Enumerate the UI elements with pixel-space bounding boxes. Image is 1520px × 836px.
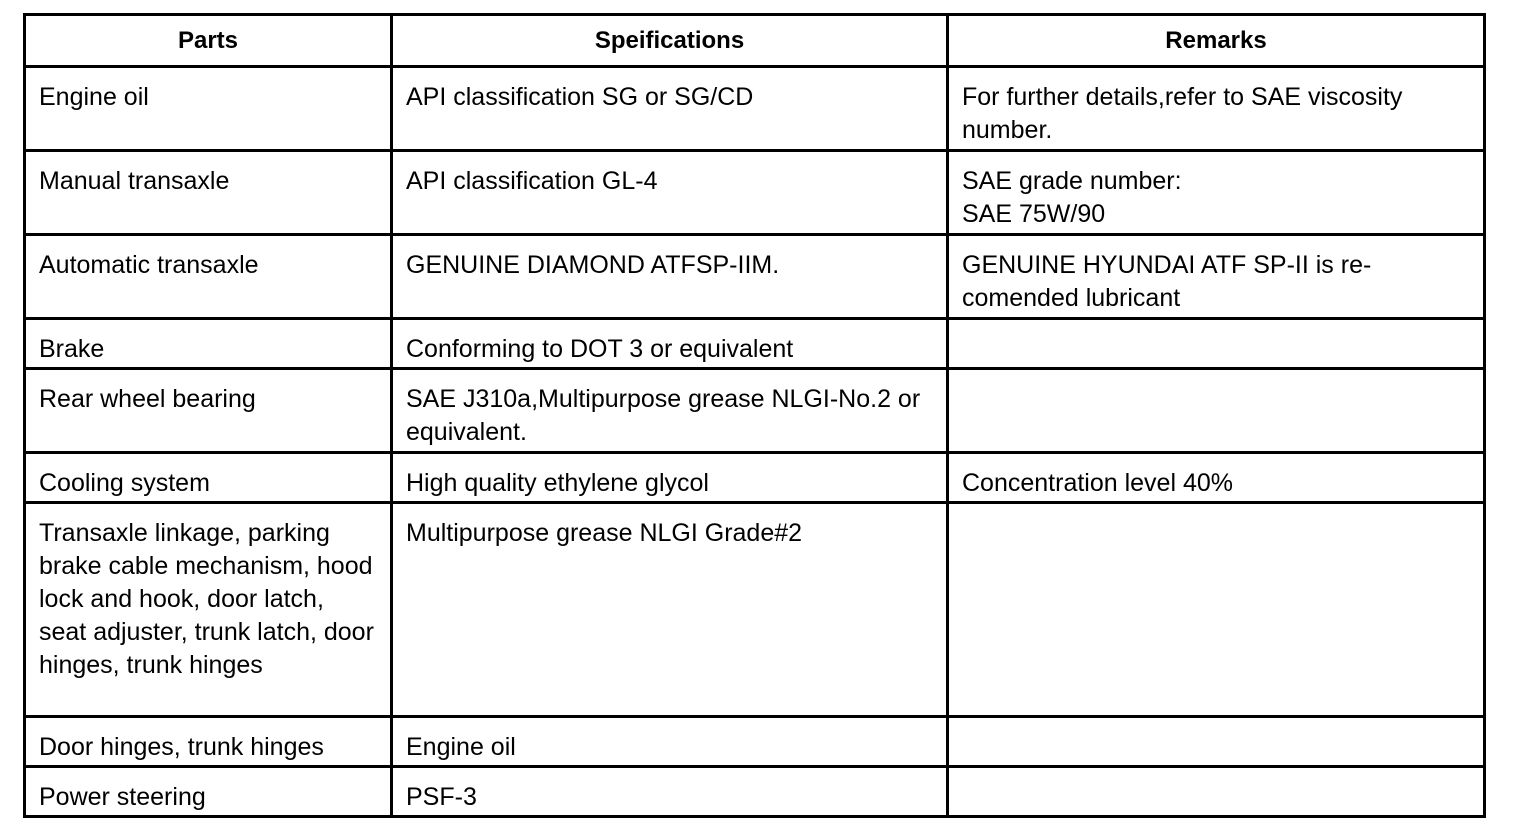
cell-parts: Rear wheel bearing [25,369,392,453]
table-row [25,67,1485,151]
column-header-parts: Parts [25,15,392,67]
cell-remarks [948,319,1485,369]
cell-specifications: SAE J310a,Multipurpose grease NLGI-No.2 or equivalent. [392,369,948,453]
cell-parts: Transaxle linkage, parking brake cable mechanism, hood lock and hook, door latch, seat adjuster, trunk latch, door hinges, trunk hinges [25,503,392,717]
cell-remarks: Concentration level 40% [948,453,1485,503]
table-row [25,453,1485,503]
cell-specifications: GENUINE DIAMOND ATFSP-IIM. [392,235,948,319]
cell-specifications: API classification GL-4 [392,151,948,235]
table-row [25,235,1485,319]
cell-specifications: Engine oil [392,717,948,767]
cell-remarks: For further details,refer to SAE viscosity number. [948,67,1485,151]
cell-specifications: Multipurpose grease NLGI Grade#2 [392,503,948,717]
column-header-specifications: Speifications [392,15,948,67]
table-row [25,369,1485,453]
cell-remarks: SAE grade number: SAE 75W/90 [948,151,1485,235]
cell-specifications: API classification SG or SG/CD [392,67,948,151]
cell-parts: Cooling system [25,453,392,503]
table-row [25,319,1485,369]
cell-parts: Brake [25,319,392,369]
lubricant-spec-table [23,13,1486,818]
cell-remarks: GENUINE HYUNDAI ATF SP-II is re-comended lubricant [948,235,1485,319]
cell-specifications: Conforming to DOT 3 or equivalent [392,319,948,369]
cell-remarks [948,503,1485,717]
cell-remarks [948,369,1485,453]
cell-specifications: High quality ethylene glycol [392,453,948,503]
cell-parts: Engine oil [25,67,392,151]
cell-parts: Door hinges, trunk hinges [25,717,392,767]
table-row [25,767,1485,817]
cell-parts: Manual transaxle [25,151,392,235]
table-row [25,503,1485,717]
cell-remarks [948,717,1485,767]
header-row [25,15,1485,67]
table-row [25,151,1485,235]
cell-remarks [948,767,1485,817]
table-row [25,717,1485,767]
cell-specifications: PSF-3 [392,767,948,817]
cell-parts: Power steering [25,767,392,817]
cell-parts: Automatic transaxle [25,235,392,319]
column-header-remarks: Remarks [948,15,1485,67]
